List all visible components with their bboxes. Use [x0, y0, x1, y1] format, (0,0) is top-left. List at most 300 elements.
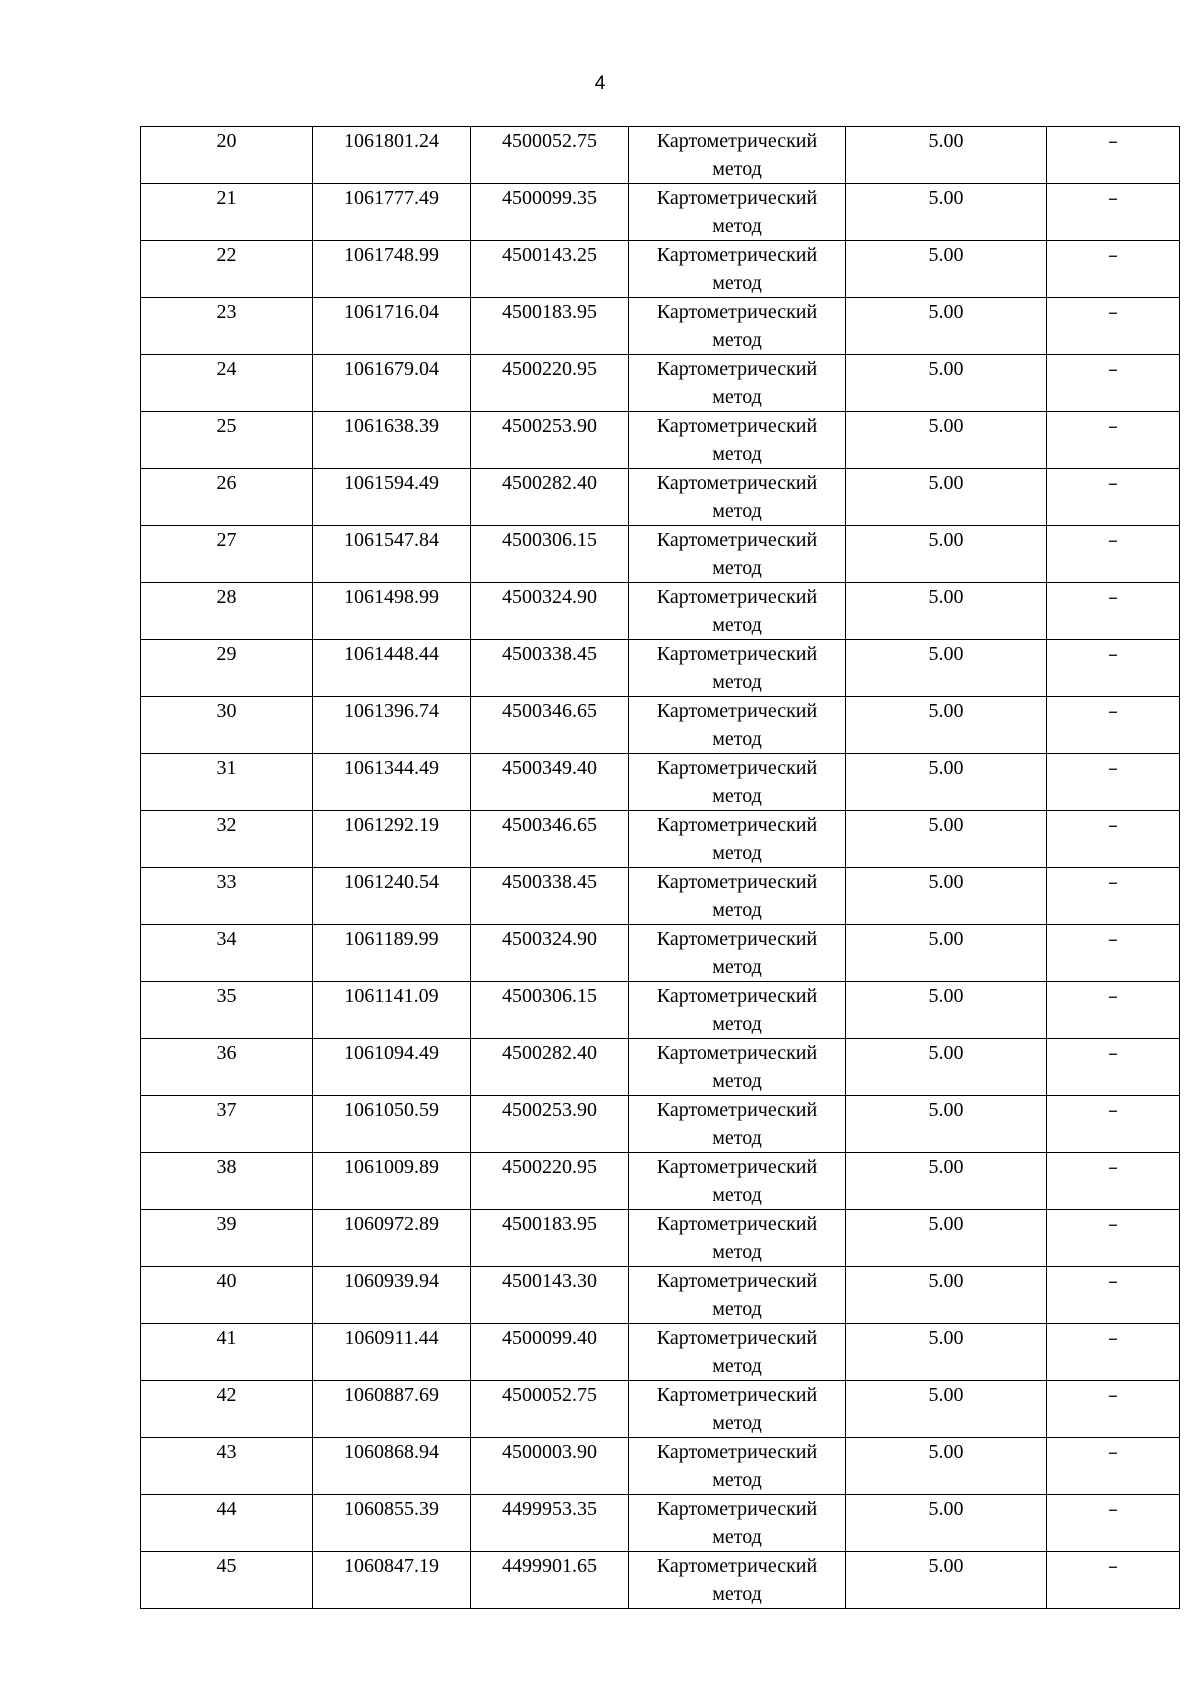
y-coordinate-cell [471, 355, 629, 412]
point-number-cell [141, 868, 313, 925]
method-line-2: метод [712, 1070, 762, 1092]
method-cell [629, 640, 846, 697]
x-coordinate-cell [313, 1324, 471, 1381]
x-coordinate-cell-text: 1061141.09 [344, 985, 439, 1007]
method-line-1: Картометрический [656, 1555, 818, 1577]
point-number-cell [141, 184, 313, 241]
description-cell-text: – [1108, 756, 1118, 780]
accuracy-cell [846, 1096, 1047, 1153]
table-row [141, 1324, 1180, 1381]
method-line-1: Картометрический [656, 1498, 818, 1520]
table-row [141, 1495, 1180, 1552]
x-coordinate-cell-text: 1061748.99 [344, 244, 439, 266]
table-row [141, 298, 1180, 355]
description-cell [1047, 868, 1180, 925]
method-cell [629, 811, 846, 868]
description-cell [1047, 583, 1180, 640]
accuracy-cell-text: 5.00 [928, 928, 964, 950]
x-coordinate-cell-text: 1061448.44 [344, 643, 439, 665]
x-coordinate-cell [313, 1039, 471, 1096]
y-coordinate-cell [471, 925, 629, 982]
method-line-1: Картометрический [656, 358, 818, 380]
table-row [141, 241, 1180, 298]
method-line-1: Картометрический [656, 985, 818, 1007]
y-coordinate-cell [471, 1039, 629, 1096]
description-cell [1047, 640, 1180, 697]
method-cell [629, 184, 846, 241]
method-line-1: Картометрический [656, 1042, 818, 1064]
x-coordinate-cell [313, 412, 471, 469]
method-cell [629, 241, 846, 298]
point-number-cell [141, 982, 313, 1039]
x-coordinate-cell-text: 1060911.44 [344, 1327, 439, 1349]
point-number-cell [141, 355, 313, 412]
accuracy-cell-text: 5.00 [928, 244, 964, 266]
method-line-2: метод [712, 386, 762, 408]
table-row [141, 640, 1180, 697]
table-row [141, 127, 1180, 184]
point-number-cell-text: 32 [216, 814, 237, 836]
accuracy-cell-text: 5.00 [928, 1384, 964, 1406]
accuracy-cell-text: 5.00 [928, 1213, 964, 1235]
point-number-cell-text: 35 [216, 985, 237, 1007]
accuracy-cell-text: 5.00 [928, 1270, 964, 1292]
method-line-2: метод [712, 785, 762, 807]
accuracy-cell-text: 5.00 [928, 301, 964, 323]
accuracy-cell-text: 5.00 [928, 985, 964, 1007]
x-coordinate-cell-text: 1061344.49 [344, 757, 439, 779]
accuracy-cell-text: 5.00 [928, 643, 964, 665]
method-line-2: метод [712, 215, 762, 237]
accuracy-cell [846, 355, 1047, 412]
method-line-1: Картометрический [656, 130, 818, 152]
description-cell-text: – [1108, 471, 1118, 495]
x-coordinate-cell [313, 925, 471, 982]
point-number-cell-text: 25 [216, 415, 237, 437]
method-line-1: Картометрический [656, 928, 818, 950]
accuracy-cell [846, 526, 1047, 583]
y-coordinate-cell [471, 1096, 629, 1153]
y-coordinate-cell [471, 412, 629, 469]
accuracy-cell-text: 5.00 [928, 415, 964, 437]
y-coordinate-cell-text: 4500324.90 [502, 586, 597, 608]
y-coordinate-cell-text: 4500183.95 [502, 301, 597, 323]
x-coordinate-cell-text: 1061050.59 [344, 1099, 439, 1121]
x-coordinate-cell-text: 1061679.04 [344, 358, 439, 380]
x-coordinate-cell [313, 697, 471, 754]
table-row [141, 1552, 1180, 1609]
y-coordinate-cell-text: 4500324.90 [502, 928, 597, 950]
point-number-cell-text: 26 [216, 472, 237, 494]
table-row [141, 1438, 1180, 1495]
point-number-cell-text: 40 [216, 1270, 237, 1292]
method-line-1: Картометрический [656, 1441, 818, 1463]
y-coordinate-cell-text: 4500338.45 [502, 871, 597, 893]
accuracy-cell-text: 5.00 [928, 1498, 964, 1520]
y-coordinate-cell-text: 4499901.65 [502, 1555, 597, 1577]
y-coordinate-cell-text: 4500052.75 [502, 130, 597, 152]
table-row [141, 526, 1180, 583]
y-coordinate-cell [471, 1153, 629, 1210]
accuracy-cell-text: 5.00 [928, 472, 964, 494]
y-coordinate-cell [471, 811, 629, 868]
point-number-cell-text: 30 [216, 700, 237, 722]
point-number-cell-text: 31 [216, 757, 237, 779]
description-cell [1047, 697, 1180, 754]
method-line-2: метод [712, 1526, 762, 1548]
method-line-2: метод [712, 158, 762, 180]
table-row [141, 1153, 1180, 1210]
x-coordinate-cell [313, 298, 471, 355]
description-cell [1047, 355, 1180, 412]
y-coordinate-cell [471, 1324, 629, 1381]
point-number-cell-text: 29 [216, 643, 237, 665]
x-coordinate-cell [313, 1495, 471, 1552]
method-cell [629, 1153, 846, 1210]
description-cell [1047, 298, 1180, 355]
point-number-cell [141, 1096, 313, 1153]
method-line-1: Картометрический [656, 1099, 818, 1121]
y-coordinate-cell-text: 4500220.95 [502, 358, 597, 380]
accuracy-cell [846, 754, 1047, 811]
x-coordinate-cell [313, 241, 471, 298]
method-cell [629, 469, 846, 526]
coordinates-table [140, 126, 1180, 1609]
point-number-cell [141, 412, 313, 469]
y-coordinate-cell [471, 184, 629, 241]
x-coordinate-cell-text: 1061801.24 [344, 130, 439, 152]
description-cell-text: – [1108, 585, 1118, 609]
accuracy-cell-text: 5.00 [928, 1099, 964, 1121]
method-line-1: Картометрический [656, 1156, 818, 1178]
description-cell-text: – [1108, 1440, 1118, 1464]
method-cell [629, 1324, 846, 1381]
accuracy-cell-text: 5.00 [928, 1042, 964, 1064]
description-cell [1047, 241, 1180, 298]
y-coordinate-cell-text: 4500349.40 [502, 757, 597, 779]
table-row [141, 412, 1180, 469]
description-cell [1047, 1267, 1180, 1324]
method-line-2: метод [712, 329, 762, 351]
description-cell-text: – [1108, 1041, 1118, 1065]
table-row [141, 355, 1180, 412]
description-cell-text: – [1108, 1497, 1118, 1521]
y-coordinate-cell [471, 298, 629, 355]
x-coordinate-cell [313, 1153, 471, 1210]
y-coordinate-cell [471, 241, 629, 298]
accuracy-cell [846, 241, 1047, 298]
point-number-cell [141, 127, 313, 184]
description-cell [1047, 127, 1180, 184]
accuracy-cell [846, 1552, 1047, 1609]
method-line-2: метод [712, 671, 762, 693]
point-number-cell-text: 27 [216, 529, 237, 551]
table-row [141, 925, 1180, 982]
method-line-2: метод [712, 443, 762, 465]
x-coordinate-cell-text: 1061498.99 [344, 586, 439, 608]
x-coordinate-cell [313, 868, 471, 925]
point-number-cell [141, 640, 313, 697]
point-number-cell-text: 23 [216, 301, 237, 323]
y-coordinate-cell-text: 4499953.35 [502, 1498, 597, 1520]
method-line-2: метод [712, 272, 762, 294]
x-coordinate-cell [313, 184, 471, 241]
x-coordinate-cell-text: 1061716.04 [344, 301, 439, 323]
point-number-cell [141, 469, 313, 526]
point-number-cell [141, 1552, 313, 1609]
y-coordinate-cell [471, 127, 629, 184]
description-cell [1047, 925, 1180, 982]
method-line-1: Картометрический [656, 301, 818, 323]
description-cell [1047, 1153, 1180, 1210]
accuracy-cell-text: 5.00 [928, 529, 964, 551]
method-line-1: Картометрический [656, 415, 818, 437]
point-number-cell [141, 1210, 313, 1267]
point-number-cell [141, 697, 313, 754]
method-cell [629, 298, 846, 355]
accuracy-cell-text: 5.00 [928, 700, 964, 722]
accuracy-cell [846, 1438, 1047, 1495]
description-cell [1047, 1210, 1180, 1267]
description-cell [1047, 811, 1180, 868]
x-coordinate-cell-text: 1061292.19 [344, 814, 439, 836]
y-coordinate-cell-text: 4500253.90 [502, 1099, 597, 1121]
description-cell-text: – [1108, 813, 1118, 837]
method-line-1: Картометрический [656, 871, 818, 893]
y-coordinate-cell-text: 4500253.90 [502, 415, 597, 437]
point-number-cell-text: 22 [216, 244, 237, 266]
accuracy-cell-text: 5.00 [928, 814, 964, 836]
y-coordinate-cell [471, 1495, 629, 1552]
point-number-cell-text: 28 [216, 586, 237, 608]
table-row [141, 754, 1180, 811]
table-row [141, 811, 1180, 868]
method-line-1: Картометрический [656, 700, 818, 722]
x-coordinate-cell-text: 1061547.84 [344, 529, 439, 551]
method-line-1: Картометрический [656, 1327, 818, 1349]
accuracy-cell [846, 127, 1047, 184]
method-cell [629, 1267, 846, 1324]
y-coordinate-cell-text: 4500052.75 [502, 1384, 597, 1406]
description-cell [1047, 1438, 1180, 1495]
table-row [141, 583, 1180, 640]
method-line-2: метод [712, 956, 762, 978]
method-cell [629, 1210, 846, 1267]
description-cell-text: – [1108, 1383, 1118, 1407]
method-cell [629, 583, 846, 640]
y-coordinate-cell-text: 4500306.15 [502, 529, 597, 551]
y-coordinate-cell [471, 583, 629, 640]
description-cell-text: – [1108, 1155, 1118, 1179]
x-coordinate-cell [313, 127, 471, 184]
method-line-2: метод [712, 1013, 762, 1035]
y-coordinate-cell [471, 469, 629, 526]
x-coordinate-cell [313, 754, 471, 811]
y-coordinate-cell-text: 4500143.25 [502, 244, 597, 266]
description-cell-text: – [1108, 186, 1118, 210]
accuracy-cell [846, 1039, 1047, 1096]
table-row [141, 1267, 1180, 1324]
method-line-1: Картометрический [656, 757, 818, 779]
accuracy-cell [846, 925, 1047, 982]
point-number-cell-text: 44 [216, 1498, 237, 1520]
accuracy-cell [846, 697, 1047, 754]
y-coordinate-cell-text: 4500003.90 [502, 1441, 597, 1463]
method-cell [629, 355, 846, 412]
x-coordinate-cell-text: 1061094.49 [344, 1042, 439, 1064]
table-row [141, 469, 1180, 526]
method-line-1: Картометрический [656, 187, 818, 209]
y-coordinate-cell [471, 754, 629, 811]
y-coordinate-cell [471, 697, 629, 754]
point-number-cell-text: 45 [216, 1555, 237, 1577]
accuracy-cell [846, 1324, 1047, 1381]
description-cell-text: – [1108, 129, 1118, 153]
y-coordinate-cell-text: 4500282.40 [502, 472, 597, 494]
x-coordinate-cell [313, 1552, 471, 1609]
accuracy-cell [846, 1267, 1047, 1324]
method-line-1: Картометрический [656, 1384, 818, 1406]
method-line-1: Картометрический [656, 472, 818, 494]
point-number-cell [141, 1438, 313, 1495]
point-number-cell-text: 39 [216, 1213, 237, 1235]
point-number-cell-text: 33 [216, 871, 237, 893]
table-row [141, 1039, 1180, 1096]
description-cell [1047, 1495, 1180, 1552]
x-coordinate-cell-text: 1061396.74 [344, 700, 439, 722]
method-line-1: Картометрический [656, 1213, 818, 1235]
table-row [141, 1210, 1180, 1267]
table-row [141, 184, 1180, 241]
method-cell [629, 127, 846, 184]
x-coordinate-cell-text: 1061240.54 [344, 871, 439, 893]
point-number-cell-text: 42 [216, 1384, 237, 1406]
method-cell [629, 1495, 846, 1552]
description-cell [1047, 469, 1180, 526]
x-coordinate-cell [313, 583, 471, 640]
method-line-2: метод [712, 557, 762, 579]
method-line-1: Картометрический [656, 244, 818, 266]
x-coordinate-cell-text: 1061189.99 [344, 928, 439, 950]
accuracy-cell [846, 982, 1047, 1039]
description-cell [1047, 1096, 1180, 1153]
accuracy-cell [846, 1210, 1047, 1267]
method-line-1: Картометрический [656, 529, 818, 551]
accuracy-cell [846, 412, 1047, 469]
method-cell [629, 868, 846, 925]
description-cell-text: – [1108, 870, 1118, 894]
x-coordinate-cell-text: 1061594.49 [344, 472, 439, 494]
method-cell [629, 754, 846, 811]
accuracy-cell [846, 868, 1047, 925]
x-coordinate-cell-text: 1060855.39 [344, 1498, 439, 1520]
point-number-cell-text: 20 [216, 130, 237, 152]
table-row [141, 697, 1180, 754]
x-coordinate-cell-text: 1060972.89 [344, 1213, 439, 1235]
x-coordinate-cell [313, 1438, 471, 1495]
x-coordinate-cell-text: 1060939.94 [344, 1270, 439, 1292]
point-number-cell-text: 43 [216, 1441, 237, 1463]
y-coordinate-cell-text: 4500282.40 [502, 1042, 597, 1064]
description-cell [1047, 1324, 1180, 1381]
accuracy-cell-text: 5.00 [928, 1441, 964, 1463]
point-number-cell-text: 34 [216, 928, 237, 950]
accuracy-cell-text: 5.00 [928, 757, 964, 779]
point-number-cell [141, 583, 313, 640]
accuracy-cell [846, 1153, 1047, 1210]
method-cell [629, 526, 846, 583]
accuracy-cell-text: 5.00 [928, 187, 964, 209]
x-coordinate-cell [313, 1210, 471, 1267]
point-number-cell [141, 241, 313, 298]
page-number: 4 [594, 73, 606, 94]
y-coordinate-cell-text: 4500338.45 [502, 643, 597, 665]
method-cell [629, 1039, 846, 1096]
method-cell [629, 1438, 846, 1495]
x-coordinate-cell-text: 1060887.69 [344, 1384, 439, 1406]
method-line-1: Картометрический [656, 643, 818, 665]
y-coordinate-cell [471, 1267, 629, 1324]
method-cell [629, 1096, 846, 1153]
accuracy-cell-text: 5.00 [928, 871, 964, 893]
description-cell-text: – [1108, 1326, 1118, 1350]
accuracy-cell [846, 298, 1047, 355]
point-number-cell [141, 925, 313, 982]
x-coordinate-cell [313, 355, 471, 412]
point-number-cell [141, 1153, 313, 1210]
accuracy-cell-text: 5.00 [928, 1327, 964, 1349]
y-coordinate-cell-text: 4500183.95 [502, 1213, 597, 1235]
method-line-2: метод [712, 1241, 762, 1263]
description-cell [1047, 412, 1180, 469]
point-number-cell [141, 298, 313, 355]
table-row [141, 868, 1180, 925]
point-number-cell [141, 811, 313, 868]
y-coordinate-cell [471, 982, 629, 1039]
description-cell [1047, 1552, 1180, 1609]
point-number-cell-text: 37 [216, 1099, 237, 1121]
x-coordinate-cell [313, 526, 471, 583]
accuracy-cell [846, 1495, 1047, 1552]
x-coordinate-cell [313, 1381, 471, 1438]
x-coordinate-cell-text: 1061777.49 [344, 187, 439, 209]
point-number-cell-text: 38 [216, 1156, 237, 1178]
description-cell [1047, 184, 1180, 241]
accuracy-cell [846, 184, 1047, 241]
description-cell [1047, 1039, 1180, 1096]
accuracy-cell-text: 5.00 [928, 130, 964, 152]
y-coordinate-cell [471, 868, 629, 925]
description-cell-text: – [1108, 984, 1118, 1008]
accuracy-cell-text: 5.00 [928, 358, 964, 380]
method-cell [629, 982, 846, 1039]
accuracy-cell-text: 5.00 [928, 586, 964, 608]
description-cell-text: – [1108, 642, 1118, 666]
accuracy-cell [846, 583, 1047, 640]
description-cell [1047, 1381, 1180, 1438]
description-cell-text: – [1108, 357, 1118, 381]
table-row [141, 1096, 1180, 1153]
method-line-2: метод [712, 1412, 762, 1434]
method-line-1: Картометрический [656, 814, 818, 836]
description-cell-text: – [1108, 243, 1118, 267]
x-coordinate-cell-text: 1060868.94 [344, 1441, 439, 1463]
accuracy-cell [846, 469, 1047, 526]
y-coordinate-cell [471, 1381, 629, 1438]
accuracy-cell-text: 5.00 [928, 1156, 964, 1178]
method-cell [629, 925, 846, 982]
point-number-cell [141, 1039, 313, 1096]
